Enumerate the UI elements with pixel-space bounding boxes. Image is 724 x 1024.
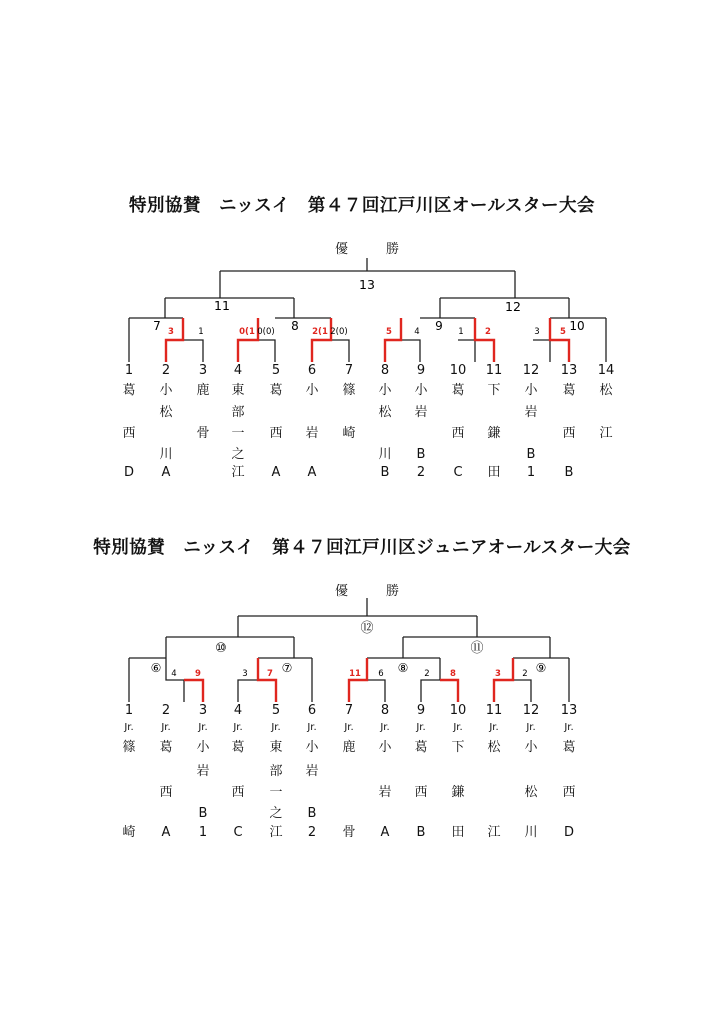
- junior-team-name-char: 松: [487, 740, 501, 755]
- senior-team-name-char: 岩: [524, 405, 538, 420]
- senior-team-number: 7: [344, 363, 354, 378]
- junior-round2-label-4: ⑨: [535, 661, 547, 675]
- senior-team-name-char: 鎌: [487, 426, 501, 441]
- senior-team-name-char: 川: [378, 447, 392, 462]
- junior-team-name-char: A: [380, 825, 390, 840]
- junior-team-name-char: 1: [198, 825, 208, 840]
- senior-team-name-char: A: [271, 465, 281, 480]
- junior-team-name-char: 小: [378, 740, 392, 755]
- senior-round2-label-2: 8: [291, 319, 299, 333]
- junior-team-name-char: 岩: [305, 764, 319, 779]
- junior-team-name-char: 田: [451, 825, 465, 840]
- junior-score: 3: [242, 669, 248, 679]
- senior-team-name-char: 松: [159, 405, 173, 420]
- senior-score: 2(1: [312, 327, 328, 337]
- senior-score: 5: [386, 327, 392, 337]
- junior-team-prefix: Jr.: [564, 722, 574, 733]
- senior-team-number: 6: [307, 363, 317, 378]
- senior-team-name-char: 下: [487, 383, 501, 398]
- junior-team-name-char: 小: [196, 740, 210, 755]
- junior-team-name-char: 岩: [196, 764, 210, 779]
- senior-team-number: 9: [416, 363, 426, 378]
- senior-score: 1: [458, 327, 464, 337]
- senior-team-name-char: 江: [231, 465, 245, 480]
- senior-team-name-char: B: [416, 447, 426, 462]
- junior-team-name-char: 小: [524, 740, 538, 755]
- junior-team-number: 2: [161, 703, 171, 718]
- senior-round2-label-1: 7: [153, 319, 161, 333]
- senior-semi-label-2: 12: [505, 299, 521, 314]
- junior-team-name-char: 2: [307, 825, 317, 840]
- junior-team-number: 13: [560, 703, 578, 718]
- junior-team-name-char: 崎: [122, 825, 136, 840]
- junior-team-name-char: 下: [451, 740, 465, 755]
- senior-team-name-char: 川: [159, 447, 173, 462]
- senior-score: 2: [485, 327, 491, 337]
- junior-team-name-char: B: [416, 825, 426, 840]
- junior-score: 2: [522, 669, 528, 679]
- junior-team-prefix: Jr.: [453, 722, 463, 733]
- junior-team-name-char: 江: [487, 825, 501, 840]
- senior-tournament-title: 特別協賛 ニッスイ 第４７回江戸川区オールスター大会: [128, 196, 596, 216]
- senior-team-number: 11: [485, 363, 503, 378]
- junior-team-name-char: 松: [524, 785, 538, 800]
- senior-team-name-char: 松: [599, 383, 613, 398]
- junior-score: 2: [424, 669, 430, 679]
- senior-team-name-char: 葛: [122, 383, 136, 398]
- junior-team-number: 1: [124, 703, 134, 718]
- junior-round2-label-3: ⑧: [397, 661, 409, 675]
- junior-score: 4: [171, 669, 177, 679]
- junior-team-name-char: 西: [159, 785, 173, 800]
- junior-team-prefix: Jr.: [198, 722, 208, 733]
- junior-team-prefix: Jr.: [271, 722, 281, 733]
- senior-team-name-char: 2: [416, 465, 426, 480]
- junior-team-prefix: Jr.: [380, 722, 390, 733]
- junior-final-label: ⑫: [360, 621, 374, 636]
- junior-team-name-char: 骨: [342, 825, 356, 840]
- junior-team-name-char: 江: [269, 825, 283, 840]
- junior-score: 11: [349, 669, 361, 679]
- senior-champion-label-1: 優: [335, 242, 349, 257]
- junior-team-name-char: 東: [269, 740, 283, 755]
- senior-team-name-char: 西: [122, 426, 136, 441]
- junior-score: 7: [267, 669, 273, 679]
- senior-team-number: 2: [161, 363, 171, 378]
- senior-score: 1: [198, 327, 204, 337]
- junior-score: 8: [450, 669, 456, 679]
- senior-team-name-char: A: [161, 465, 171, 480]
- junior-team-name-char: 西: [231, 785, 245, 800]
- senior-team-name-char: 葛: [269, 383, 283, 398]
- junior-team-prefix: Jr.: [307, 722, 317, 733]
- senior-team-name-char: 葛: [562, 383, 576, 398]
- senior-team-name-char: 之: [231, 447, 245, 462]
- junior-team-number: 11: [485, 703, 503, 718]
- junior-team-prefix: Jr.: [161, 722, 171, 733]
- senior-team-name-char: B: [564, 465, 574, 480]
- senior-score: 2(0): [330, 327, 348, 337]
- senior-team-number: 4: [233, 363, 243, 378]
- senior-team-name-char: B: [380, 465, 390, 480]
- senior-bracket-lines: [129, 258, 606, 362]
- junior-champion-label-1: 優: [335, 584, 349, 599]
- senior-team-number: 1: [124, 363, 134, 378]
- senior-score: 0(0): [257, 327, 275, 337]
- senior-team-name-char: 小: [305, 383, 319, 398]
- junior-team-number: 3: [198, 703, 208, 718]
- senior-team-name-char: 小: [414, 383, 428, 398]
- junior-round2-label-1: ⑥: [150, 661, 162, 675]
- junior-team-name-char: 小: [305, 740, 319, 755]
- junior-team-name-char: 川: [524, 825, 538, 840]
- senior-team-name-char: 1: [526, 465, 536, 480]
- senior-team-name-char: 田: [487, 465, 501, 480]
- junior-team-name-char: 鹿: [342, 740, 356, 755]
- senior-team-name-char: 東: [231, 383, 245, 398]
- junior-team-name-char: 部: [269, 764, 283, 779]
- junior-round2-label-2: ⑦: [281, 661, 293, 675]
- senior-semi-label-1: 11: [214, 298, 230, 313]
- senior-team-name-char: 小: [524, 383, 538, 398]
- junior-team-prefix: Jr.: [233, 722, 243, 733]
- senior-team-name-char: 葛: [451, 383, 465, 398]
- senior-score: 4: [414, 327, 420, 337]
- junior-team-name-char: 篠: [122, 740, 136, 755]
- senior-team-name-char: 骨: [196, 426, 210, 441]
- junior-team-number: 4: [233, 703, 243, 718]
- senior-bracket: [0, 250, 724, 340]
- junior-team-number: 5: [271, 703, 281, 718]
- senior-team-name-char: 崎: [342, 426, 356, 441]
- senior-team-name-char: 松: [378, 405, 392, 420]
- senior-final-label: 13: [359, 277, 375, 292]
- senior-team-number: 12: [522, 363, 540, 378]
- senior-round2-label-4: 10: [569, 319, 585, 333]
- junior-team-number: 12: [522, 703, 540, 718]
- junior-team-name-char: C: [233, 825, 243, 840]
- senior-score: 5: [560, 327, 566, 337]
- junior-team-name-char: 岩: [378, 785, 392, 800]
- junior-team-prefix: Jr.: [416, 722, 426, 733]
- senior-team-name-char: 一: [231, 426, 245, 441]
- junior-team-number: 7: [344, 703, 354, 718]
- junior-team-name-char: B: [198, 806, 208, 821]
- junior-team-name-char: D: [563, 825, 574, 840]
- senior-round2-label-3: 9: [435, 319, 443, 333]
- junior-team-name-char: A: [161, 825, 171, 840]
- junior-team-number: 8: [380, 703, 390, 718]
- junior-team-name-char: 一: [269, 785, 283, 800]
- junior-semi-label-2: ⑪: [470, 641, 484, 656]
- junior-team-prefix: Jr.: [124, 722, 134, 733]
- junior-team-name-char: 鎌: [451, 785, 465, 800]
- senior-team-name-char: 篠: [342, 383, 356, 398]
- junior-score: 6: [378, 669, 384, 679]
- senior-team-number: 14: [597, 363, 615, 378]
- junior-team-name-char: 西: [414, 785, 428, 800]
- junior-champion-label-2: 勝: [386, 584, 400, 599]
- junior-team-name-char: 之: [269, 806, 283, 821]
- senior-team-number: 5: [271, 363, 281, 378]
- senior-team-number: 3: [198, 363, 208, 378]
- senior-team-number: 8: [380, 363, 390, 378]
- junior-team-name-char: 葛: [414, 740, 428, 755]
- junior-team-name-char: B: [307, 806, 317, 821]
- junior-team-name-char: 葛: [231, 740, 245, 755]
- senior-champion-label-2: 勝: [386, 242, 400, 257]
- senior-team-name-char: 岩: [414, 405, 428, 420]
- senior-team-name-char: 西: [562, 426, 576, 441]
- junior-score: 9: [195, 669, 201, 679]
- junior-score: 3: [495, 669, 501, 679]
- junior-team-number: 6: [307, 703, 317, 718]
- junior-team-name-char: 葛: [562, 740, 576, 755]
- senior-team-name-char: 西: [269, 426, 283, 441]
- senior-winner-lines: [166, 318, 569, 362]
- senior-team-name-char: 部: [231, 405, 245, 420]
- junior-winner-lines: [184, 658, 513, 702]
- senior-team-name-char: A: [307, 465, 317, 480]
- junior-team-prefix: Jr.: [344, 722, 354, 733]
- senior-team-name-char: 岩: [305, 426, 319, 441]
- senior-score: 3: [168, 327, 174, 337]
- junior-bracket: [0, 590, 724, 700]
- senior-team-name-char: 西: [451, 426, 465, 441]
- junior-team-name-char: 葛: [159, 740, 173, 755]
- junior-team-number: 9: [416, 703, 426, 718]
- junior-team-number: 10: [449, 703, 467, 718]
- senior-team-name-char: C: [453, 465, 463, 480]
- senior-team-name-char: 小: [159, 383, 173, 398]
- junior-tournament-title: 特別協賛 ニッスイ 第４７回江戸川区ジュニアオールスター大会: [93, 538, 631, 558]
- senior-team-name-char: B: [526, 447, 536, 462]
- senior-team-name-char: 小: [378, 383, 392, 398]
- junior-team-prefix: Jr.: [489, 722, 499, 733]
- junior-team-prefix: Jr.: [526, 722, 536, 733]
- senior-team-name-char: 鹿: [196, 383, 210, 398]
- senior-team-number: 13: [560, 363, 578, 378]
- junior-semi-label-1: ⑩: [215, 641, 227, 656]
- senior-team-number: 10: [449, 363, 467, 378]
- senior-team-name-char: D: [123, 465, 134, 480]
- senior-score: 0(1: [239, 327, 255, 337]
- junior-team-name-char: 西: [562, 785, 576, 800]
- senior-score: 3: [534, 327, 540, 337]
- senior-team-name-char: 江: [599, 426, 613, 441]
